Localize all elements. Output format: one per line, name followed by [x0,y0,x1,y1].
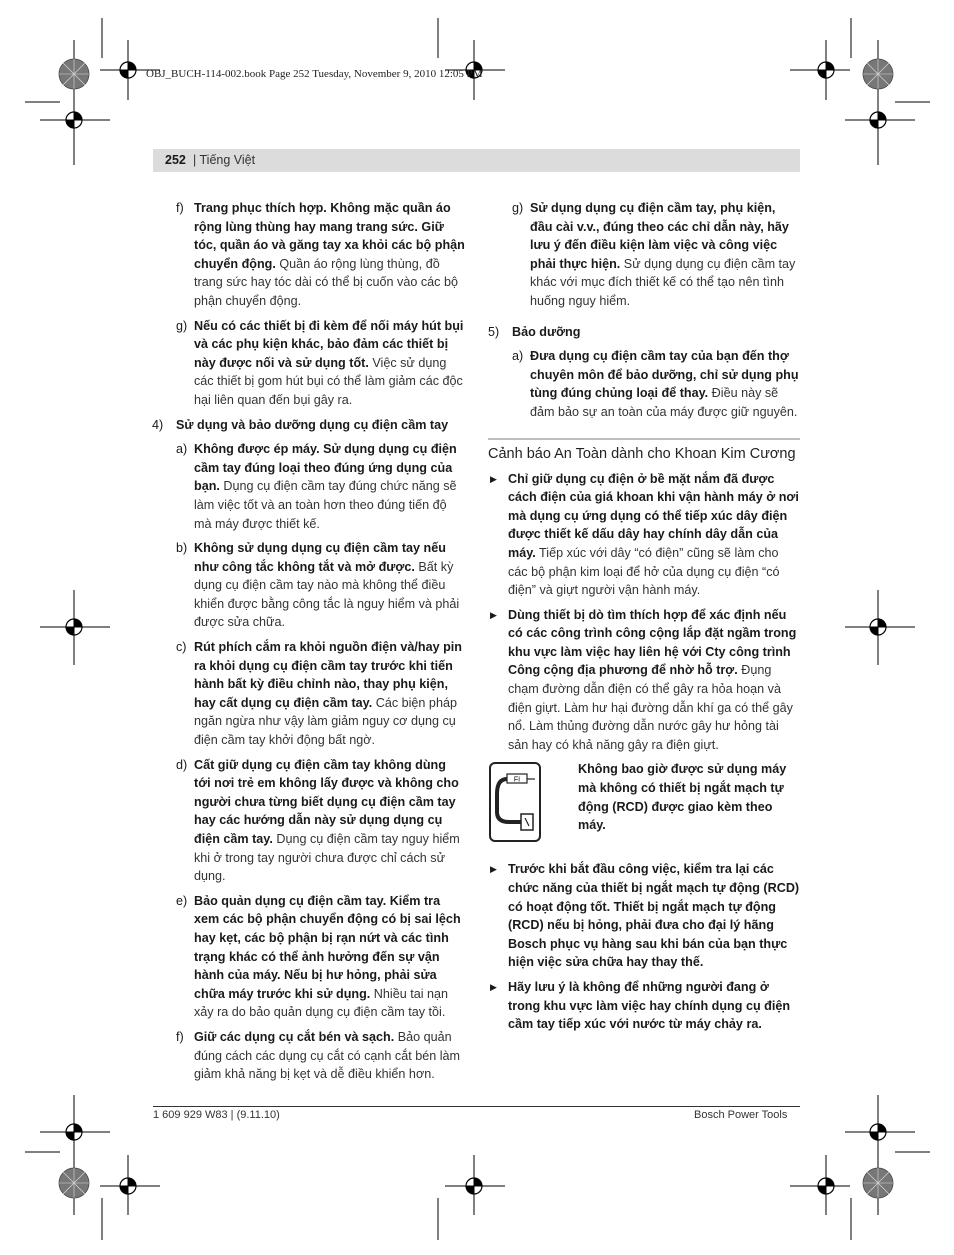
section-heading [488,323,800,342]
rcd-icon-label: FI [513,776,521,784]
item-text: Nhiều tai nạn xảy ra do bảo quản dụng cụ điện cầm tay tồi. [194,986,449,1020]
item-label: f) [176,201,184,215]
list-item [152,892,466,1022]
item-label: c) [176,640,187,655]
section-title: Sử dụng và bảo dưỡng dụng cụ điện cầm tay [176,417,449,432]
bullet-item [488,606,800,755]
rcd-warning-text: Không bao giờ được sử dụng máy mà không có thiết bị ngắt mạch tự động (RCD) được giao kèm theo máy. [578,762,787,833]
rcd-notice [488,760,800,850]
footer-brand: Bosch Power Tools [694,1109,788,1121]
item-text: Dụng cụ điện cầm tay nguy hiểm khi ở trong tay người chưa được chỉ cách sử dụng. [194,832,460,884]
item-label: a) [512,349,524,364]
bullet-arrow-icon: ▶ [490,982,497,992]
language-label: | Tiếng Việt [193,153,256,167]
bullet-arrow-icon: ▶ [490,473,497,484]
footer-divider [153,1106,800,1107]
bullet-item [488,860,800,972]
item-bold: Nếu có các thiết bị đi kèm để nối máy hút bụi và các phụ kiện khác, bảo đảm các thiết bị này được nối và sử dụng tốt. [194,318,464,370]
bullet-arrow-icon: ▶ [490,864,497,875]
item-bold: Đưa dụng cụ điện cầm tay của bạn đến thợ chuyên môn để bảo dưỡng, chỉ sử dụng phụ tùng đúng chủng loại để thay. [530,349,799,401]
bullet-bold: Trước khi bắt đầu công việc, kiểm tra lại các chức năng của thiết bị ngắt mạch tự động (RCD) có hoạt động tốt. Thiết bị ngắt mạch tự động (RCD) nếu bị hỏng, phải đưa cho đại lý hãng Bosch phục vụ hàng sau khi bán của bạn thực hiện việc sửa chữa hay thay thế. [508,862,800,970]
item-bold: Trang phục thích hợp. Không mặc quần áo rộng lùng thùng hay mang trang sức. Giữ tóc, quần áo và găng tay xa khỏi các bộ phận chuyển động. [194,201,465,271]
item-bold: Rút phích cắm ra khỏi nguồn điện và/hay pin ra khỏi dụng cụ điện cầm tay trước khi tiến hành bất kỳ điều chỉnh nào, thay phụ kiện, hay cất dụng cụ điện cầm tay. [194,640,462,710]
list-item [152,539,466,632]
item-label: g) [512,201,524,215]
list-item [152,756,466,886]
item-text: Các biện pháp ngăn ngừa như vậy làm giảm nguy cơ dụng cụ điện cầm tay khởi động bất ngờ. [194,695,457,748]
item-text: Dụng cụ điện cầm tay đúng chức năng sẽ làm việc tốt và an toàn hơn theo đúng tiến độ mà máy được thiết kế. [194,479,457,531]
item-label: d) [176,757,188,772]
item-bold: Bảo quản dụng cụ điện cầm tay. Kiểm tra xem các bộ phận chuyển động có bị sai lệch hay kẹt, các bộ phận bị rạn nứt và các tình trạng khác có thể ảnh hưởng đến sự vận hành của máy. Nếu bị hư hỏng, phải sửa chữa máy trước khi sử dụng. [194,893,461,1001]
section-title-heading: Cảnh báo An Toàn dành cho Khoan Kim Cương [488,438,800,464]
item-bold: Sử dụng dụng cụ điện cầm tay, phụ kiện, đầu cài v.v., đúng theo các chỉ dẫn này, hãy lưu ý đến điều kiện làm việc và công việc phải thực hiện. [530,201,789,271]
bullet-text: Đụng chạm đường dẫn điện có thể gây ra hỏa hoạn và điện giựt. Làm hư hại đường dẫn khí ga có thể gây nổ. Làm thủng đường dẫn nước gây hư hỏng tài sản hay có khả năng gây ra điện giựt. [508,663,793,752]
section-number: 5) [488,324,500,339]
bullet-bold: Dùng thiết bị dò tìm thích hợp để xác định nếu có các công trình công cộng lắp đặt ngầm trong khu vực làm việc hay liên hệ với Cty công trình Công cộng địa phương để nhờ hỗ trợ. [508,607,797,678]
rcd-plug-icon [489,762,541,842]
bullet-text: Tiếp xúc với dây “có điện” cũng sẽ làm cho các bộ phận kim loại để hở của dụng cụ điện “có điện” và giựt người vận hành máy. [508,545,780,598]
bullet-item [488,978,800,1034]
right-column [488,199,800,1034]
list-item [488,199,800,311]
footer-doc-number: 1 609 929 W83 | (9.11.10) [153,1109,280,1121]
list-item [152,440,466,533]
item-text: Việc sử dụng các thiết bị gom hút bụi có thể làm giảm các độc hại liên quan đến bụi gây ra. [194,355,463,407]
item-bold: Không sử dụng dụng cụ điện cầm tay nếu như công tắc không tắt và mở được. [194,541,446,574]
list-item [152,317,466,410]
item-text: Sử dụng dụng cụ điện cầm tay khác với mục đích thiết kế có thể tạo nên tình huống nguy hiểm. [530,256,796,308]
item-text: Bất kỳ dụng cụ điện cầm tay nào mà không thể điều khiển được bằng công tắc là nguy hiểm và phải được sửa chữa. [194,559,460,630]
page-header [153,149,800,172]
item-bold: Không được ép máy. Sử dụng dụng cụ điện cầm tay đúng loại theo đúng ứng dụng của bạn. [194,442,457,494]
item-label: a) [176,442,188,457]
list-item [152,638,466,750]
list-item [152,1028,466,1084]
item-label: g) [176,318,188,333]
item-text: Điều này sẽ đảm bảo sự an toàn của máy được giữ nguyên. [530,386,798,419]
page-number: 252 [165,153,186,167]
item-text: Quần áo rộng lùng thùng, đồ trang sức hay tóc dài có thể bị cuốn vào các bộ phận chuyển động. [194,256,458,308]
item-text: Bảo quản đúng cách các dụng cụ cắt có cạnh cắt bén làm giảm khả năng bị kẹt và dễ điều khiển hơn. [194,1029,461,1082]
file-info: OBJ_BUCH-114-002.book Page 252 Tuesday, November 9, 2010 12:05 PM [146,68,483,80]
section-number: 4) [152,417,164,432]
item-bold: Cất giữ dụng cụ điện cầm tay không dùng tới nơi trẻ em không lấy được và không cho người chưa từng biết dụng cụ điện cầm tay hay các hướng dẫn này sử dụng dụng cụ điện cầm tay. [194,757,459,846]
list-item [488,347,800,421]
item-label: f) [176,1029,184,1044]
bullet-item [488,470,800,600]
left-column [152,199,466,1084]
item-label: b) [176,541,188,556]
section-heading [152,416,466,435]
bullet-bold: Chỉ giữ dụng cụ điện ở bề mặt nắm đã được cách điện của giá khoan khi vận hành máy ở nơi mà dụng cụ ứng dụng có thể tiếp xúc dây điện được thiết kế dấu dây hay chính dây dẫn của máy. [508,471,799,560]
bullet-bold: Hãy lưu ý là không để những người đang ở trong khu vực làm việc hay chính dụng cụ điện cầm tay tiếp xúc với nước từ máy chảy ra. [508,980,791,1032]
list-item [152,199,466,311]
section-title: Bảo dưỡng [512,324,581,339]
bullet-arrow-icon: ▶ [490,609,497,620]
item-bold: Giữ các dụng cụ cắt bén và sạch. [194,1029,395,1044]
item-label: e) [176,893,188,908]
